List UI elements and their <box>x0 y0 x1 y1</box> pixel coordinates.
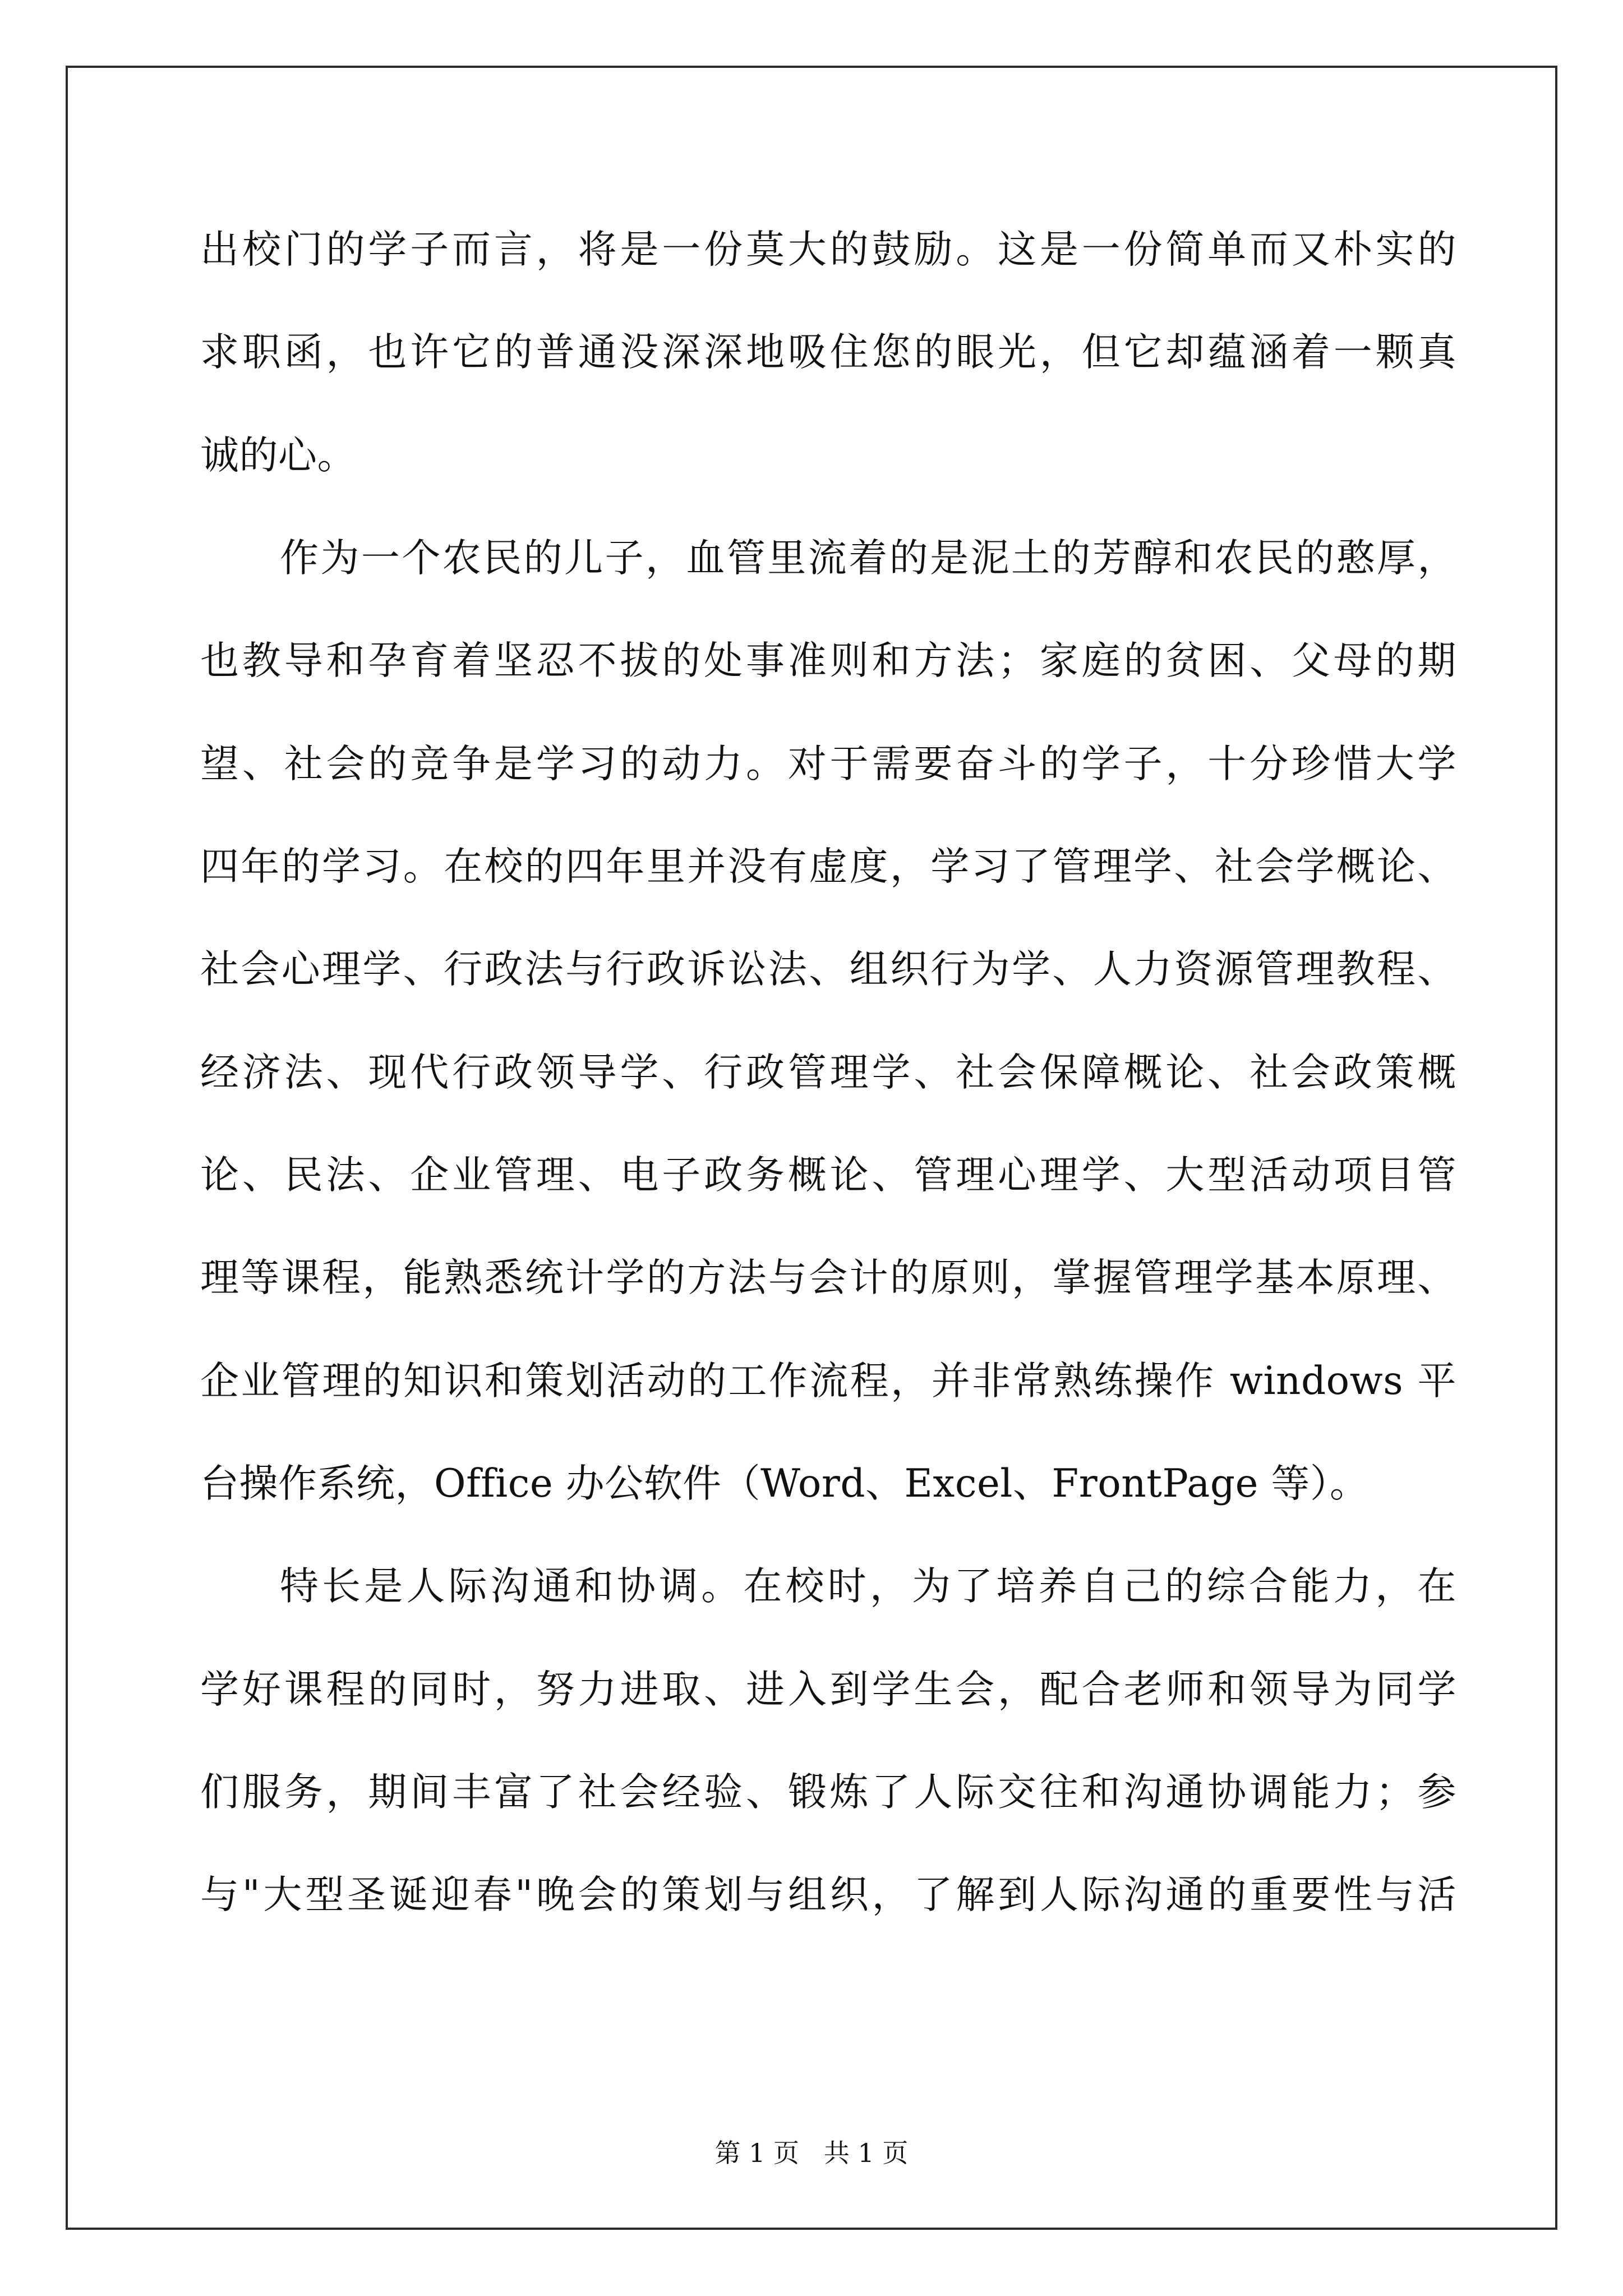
text-line: 企业管理的知识和策划活动的工作流程，并非常熟练操作 windows 平 <box>200 1359 1456 1404</box>
text-line: 四年的学习。在校的四年里并没有虚度，学习了管理学、社会学概论、 <box>200 844 1456 889</box>
text-line: 理等课程，能熟悉统计学的方法与会计的原则，掌握管理学基本原理、 <box>200 1255 1456 1300</box>
text-line: 求职函，也许它的普通没深深地吸住您的眼光，但它却蕴涵着一颗真 <box>200 330 1456 375</box>
text-line: 也教导和孕育着坚忍不拔的处事准则和方法；家庭的贫困、父母的期 <box>200 638 1456 683</box>
text-line: 诚的心。 <box>200 433 356 478</box>
paragraph-first-line: 作为一个农民的儿子，血管里流着的是泥土的芳醇和农民的憨厚， <box>280 536 1456 581</box>
text-line: 出校门的学子而言，将是一份莫大的鼓励。这是一份简单而又朴实的 <box>200 227 1456 272</box>
text-line: 们服务，期间丰富了社会经验、锻炼了人际交往和沟通协调能力；参 <box>200 1770 1456 1815</box>
text-line: 望、社会的竞争是学习的动力。对于需要奋斗的学子，十分珍惜大学 <box>200 742 1456 786</box>
text-line: 学好课程的同时，努力进取、进入到学生会，配合老师和领导为同学 <box>200 1667 1456 1712</box>
text-line: 与"大型圣诞迎春"晚会的策划与组织，了解到人际沟通的重要性与活 <box>200 1872 1456 1917</box>
text-line: 经济法、现代行政领导学、行政管理学、社会保障概论、社会政策概 <box>200 1050 1456 1095</box>
paragraph-first-line: 特长是人际沟通和协调。在校时，为了培养自己的综合能力，在 <box>280 1564 1456 1609</box>
text-line: 论、民法、企业管理、电子政务概论、管理心理学、大型活动项目管 <box>200 1153 1456 1198</box>
text-line: 台操作系统，Office 办公软件（Word、Excel、FrontPage 等）。 <box>200 1461 1369 1506</box>
text-line: 社会心理学、行政法与行政诉讼法、组织行为学、人力资源管理教程、 <box>200 947 1456 992</box>
page-number-footer: 第 1 页 共 1 页 <box>714 2138 909 2168</box>
